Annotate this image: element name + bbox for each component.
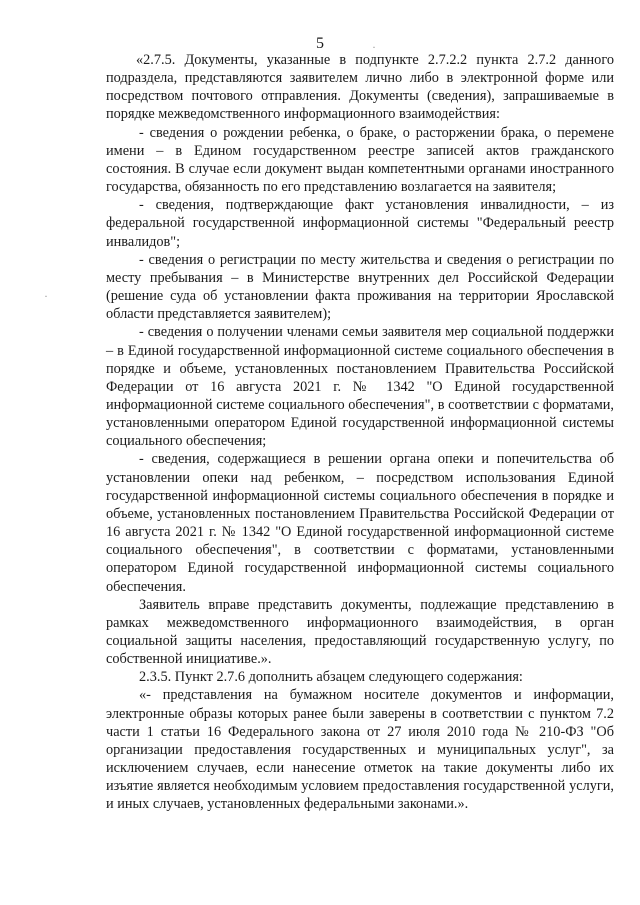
paragraph-guardianship: - сведения, содержащиеся в решении органа опеки и попечительства об установлении опеки над ребенком, – посредством использования Единой государственной информационной системы социального обеспечения в порядке и объеме, установленных постановлением Правительства Российской Федерации от 16 августа 2021 г. № 1342 "О Единой государственной информационной системе социального обеспечения", в соответствии с форматами, установленными оператором Единой государственной информационной системы социального обеспечения. xyxy=(106,451,614,595)
paragraph-civil-status: - сведения о рождении ребенка, о браке, о расторжении брака, о перемене имени – в Едином государственном реестре записей актов гражданского состояния. В случае если документ выдан компетентными органами иностранного государства, обязанность по его представлению возлагается на заявителя; xyxy=(106,124,614,196)
scan-speck: · xyxy=(372,40,376,54)
paragraph-social-support: - сведения о получении членами семьи заявителя мер социальной поддержки – в Единой государственной информационной системе социального обеспечения в порядке и объеме, установленных постановлением Правительства Российской Федерации от 16 августа 2021 г. № 1342 "О Единой государственной информационной системе социального обеспечения", в соответствии с форматами, установленными оператором Единой государственной информационной системы социального обеспечения; xyxy=(106,324,614,450)
paragraph-registration: - сведения о регистрации по месту жительства и сведения о регистрации по месту пребывания – в Министерстве внутренних дел Российской Федерации (решение суда об установлении факта проживания на территории Ярославской области представляется заявителем); xyxy=(106,251,614,323)
paragraph-2-3-5: 2.3.5. Пункт 2.7.6 дополнить абзацем следующего содержания: xyxy=(139,669,523,686)
paragraph-paper-documents: «- представления на бумажном носителе документов и информации, электронные образы которых ранее были заверены в соответствии с пунктом 7.2 части 1 статьи 16 Федерального закона от 27 июля 2010 года № 210-ФЗ "Об организации предоставления государственных и муниципальных услуг", за исключением случаев, если нанесение отметок на такие документы либо их изъятие является необходимым условием предоставления государственной услуги, и иных случаев, установленных федеральными законами.». xyxy=(106,687,614,813)
paragraph-disability: - сведения, подтверждающие факт установления инвалидности, – из федеральной государственной информационной системы "Федеральный реестр инвалидов"; xyxy=(106,197,614,250)
paragraph-applicant-right: Заявитель вправе представить документы, подлежащие представлению в рамках межведомственного информационного взаимодействия, в орган социальной защиты населения, предоставляющий государственную услугу, по собственной инициативе.». xyxy=(106,596,614,668)
page-number: 5 xyxy=(316,35,324,52)
scan-speck: · xyxy=(44,289,48,303)
paragraph-2-7-5: «2.7.5. Документы, указанные в подпункте 2.7.2.2 пункта 2.7.2 данного подраздела, представляются заявителем лично либо в электронной форме или посредством почтового отправления. Документы (сведения), запрашиваемые в порядке межведомственного информационного взаимодействия: xyxy=(106,52,614,123)
document-body xyxy=(106,51,614,814)
